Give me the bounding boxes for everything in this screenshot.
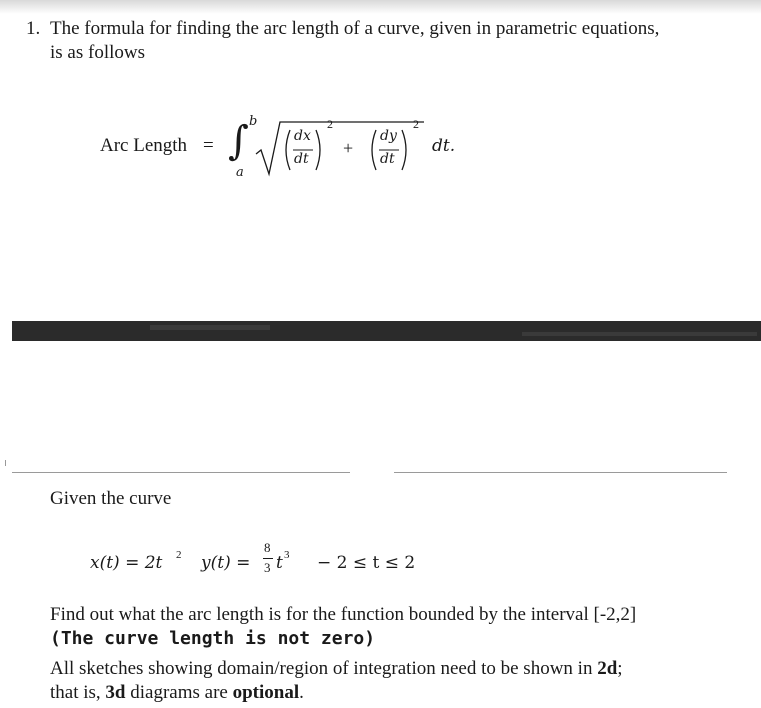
question-number: 1.: [26, 18, 41, 39]
y-variable: t: [276, 553, 283, 573]
divider-right: [394, 472, 727, 473]
dt-denominator-2: dt: [380, 151, 395, 167]
banner-faint-text-right: [522, 332, 757, 336]
interval: − 2 ≤ t ≤ 2: [317, 553, 416, 573]
x-equation: x(t) = 2t: [90, 553, 163, 573]
sqrt-and-parens: [252, 112, 427, 182]
sketch-line2-post: .: [299, 682, 304, 703]
upper-limit: b: [249, 114, 258, 129]
integral-sign: ∫: [228, 118, 249, 164]
sketch-line2-bold2: optional: [232, 682, 300, 703]
exponent-2: 2: [413, 117, 419, 131]
task-note: (The curve length is not zero): [50, 628, 376, 649]
y-equation: y(t) =: [201, 553, 251, 573]
y-fraction-num: 8: [264, 540, 271, 555]
top-shadow: [0, 0, 761, 14]
y-fraction-bar: [263, 558, 273, 559]
sketch-line2: [50, 681, 304, 705]
sketch-line1-bold: 2d: [597, 658, 618, 679]
question-text-line2: is as follows: [50, 42, 145, 63]
sketch-line1-post: ;: [617, 658, 623, 679]
dark-banner: [12, 321, 761, 341]
sketch-line1-pre: All sketches showing domain/region of integration need to be shown in: [50, 658, 598, 679]
dt-denominator-1: dt: [294, 151, 309, 167]
sketch-line2-bold: 3d: [105, 682, 126, 703]
sketch-line2-mid: diagrams are: [125, 682, 233, 703]
formula-tail: dt.: [432, 136, 456, 156]
sketch-line2-pre: that is,: [50, 682, 106, 703]
dy-numerator: dy: [380, 128, 397, 144]
y-exponent: 3: [284, 549, 290, 561]
left-tick: [5, 460, 6, 466]
given-heading: Given the curve: [50, 488, 172, 509]
divider-left: [12, 472, 350, 473]
dx-numerator: dx: [294, 128, 311, 144]
formula-lhs: Arc Length: [100, 135, 188, 156]
formula-equals: =: [203, 135, 214, 156]
y-fraction-den: 3: [264, 560, 271, 575]
x-exponent: 2: [176, 549, 182, 561]
lower-limit: a: [236, 165, 244, 180]
question-text-line1: The formula for finding the arc length of a curve, given in parametric equations,: [50, 18, 660, 39]
banner-faint-text-left: [150, 325, 270, 330]
task-line1: Find out what the arc length is for the function bounded by the interval [-2,2]: [50, 604, 637, 625]
plus-sign: +: [343, 138, 354, 158]
exponent-1: 2: [327, 117, 333, 131]
sketch-line1: [50, 657, 623, 681]
